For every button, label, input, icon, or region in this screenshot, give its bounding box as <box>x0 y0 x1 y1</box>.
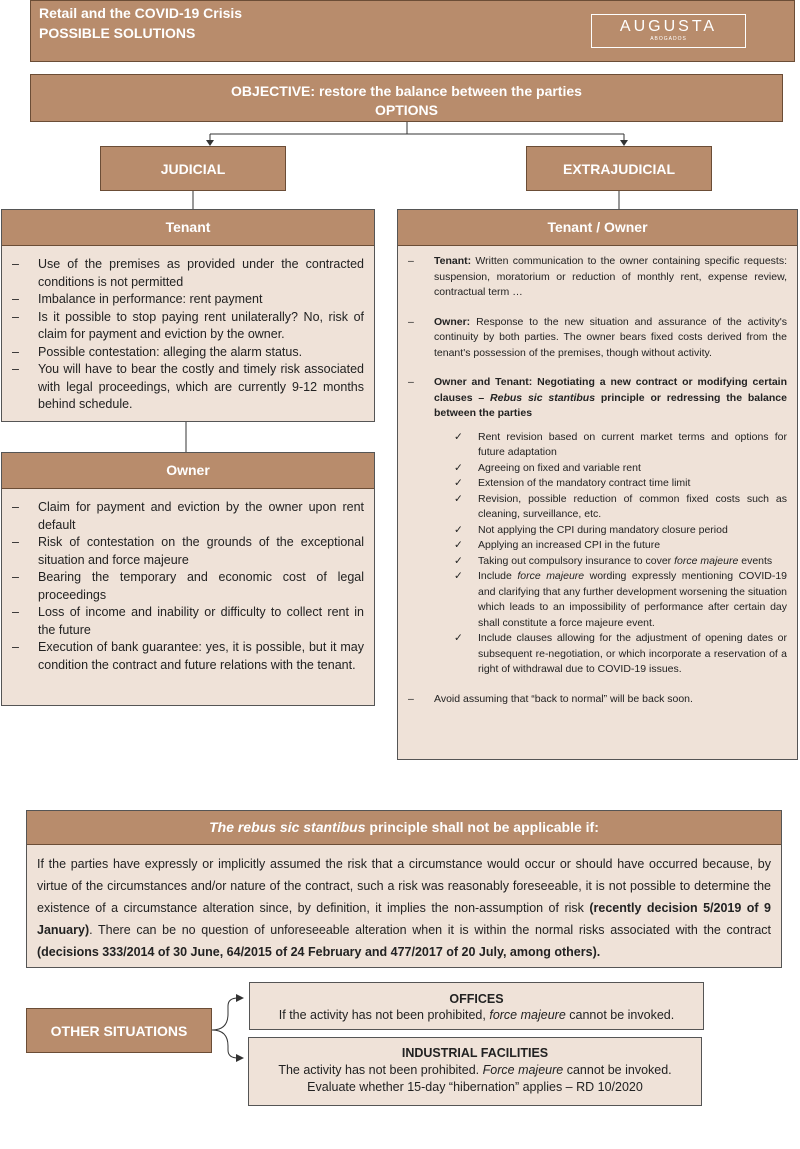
owner-panel <box>1 452 375 706</box>
tenant-label: Tenant: <box>434 255 472 267</box>
rebus-body: If the parties have expressly or implicitly assumed the risk that a circumstance would occur or should have occurred because, by virtue of the circumstances and/or nature of the contract, such a risk was reasonably foreseeable, it is not possible to determine the existence of a circumstance alteration since, by definition, it implies the non-assumption of risk (recently decision 5/2019 of 9 January). There can be no question of unforeseeable alteration when it is within the normal risks associated with the contract (decisions 333/2014 of 30 June, 64/2015 of 24 February and 477/2017 of 20 July, among others). <box>37 857 771 959</box>
tenant-panel-title: Tenant <box>2 210 374 246</box>
owner-tenant-label-end: principle or redressing the balance between the parties <box>434 391 787 419</box>
check-item: ✓ Agreeing on fixed and variable rent <box>398 461 787 477</box>
rebus-label: Rebus sic stantibus <box>490 391 596 404</box>
check-item: ✓ Taking out compulsory insurance to cover force majeure events <box>398 554 787 570</box>
tenant-list <box>2 246 374 414</box>
rebus-box <box>26 810 782 968</box>
check-item: ✓ Extension of the mandatory contract time limit <box>398 476 787 492</box>
industrial-hibernation: Evaluate whether 15-day “hibernation” applies – RD 10/2020 <box>307 1080 643 1094</box>
objective-text: OBJECTIVE: restore the balance between the parties <box>231 83 582 99</box>
check-item: ✓ Rent revision based on current market terms and options for future adaptation <box>398 430 787 461</box>
owner-list <box>2 489 374 674</box>
list-item: – Risk of contestation on the grounds of the exceptional situation and force majeure <box>2 534 364 569</box>
header-banner <box>30 0 795 62</box>
list-item: – Bearing the temporary and economic cost of legal proceedings <box>2 569 364 604</box>
list-item: – You will have to bear the costly and timely risk associated with legal proceedings, which are currently 9-12 months behind schedule. <box>2 361 364 414</box>
augusta-logo <box>591 14 746 48</box>
industrial-box <box>248 1037 702 1106</box>
rebus-title-italic: The rebus sic stantibus <box>209 819 366 835</box>
tenant-owner-panel <box>397 209 798 760</box>
rebus-title-rest: principle shall not be applicable if: <box>369 819 599 835</box>
check-item: ✓ Not applying the CPI during mandatory closure period <box>398 523 787 539</box>
header-title: Retail and the COVID-19 Crisis <box>39 5 243 21</box>
list-item: – Execution of bank guarantee: yes, it is possible, but it may condition the contract and future relations with the tenant. <box>2 639 364 674</box>
header-subtitle: POSSIBLE SOLUTIONS <box>39 25 196 41</box>
list-item: – Imbalance in performance: rent payment <box>2 291 364 309</box>
industrial-title: INDUSTRIAL FACILITIES <box>401 1046 549 1060</box>
list-item: – Use of the premises as provided under the contracted conditions is not permitted <box>2 256 364 291</box>
options-text: OPTIONS <box>374 102 438 118</box>
list-item: – Claim for payment and eviction by the owner upon rent default <box>2 499 364 534</box>
owner-panel-title: Owner <box>2 453 374 489</box>
check-item: ✓ Include force majeure wording expressly mentioning COVID-19 and clarifying that any further development worsening the situation which leads to an impossibility of performance after certain day shall constitute a force majeure event. <box>398 569 787 631</box>
list-item <box>398 315 787 362</box>
objective-box <box>30 74 783 122</box>
check-item: ✓ Applying an increased CPI in the future <box>398 538 787 554</box>
tenant-text: Written communication to the owner containing specific requests: suspension, moratorium or reduction of monthly rent, expense review, contractual term … <box>434 255 788 298</box>
list-item: – Possible contestation: alleging the alarm status. <box>2 344 364 362</box>
owner-tenant-label: Owner and Tenant: Negotiating a new contract or modifying certain clauses – <box>434 376 787 404</box>
check-list <box>398 430 787 678</box>
owner-label: Owner: <box>434 315 471 328</box>
logo-main-text: AUGUSTA <box>619 18 718 35</box>
check-item: ✓ Include clauses allowing for the adjustment of opening dates or subsequent re-negotiation, or which incorporate a reservation of a right of withdrawal due to COVID-19 issues. <box>398 631 787 678</box>
tenant-owner-list <box>398 246 797 707</box>
list-item: – Avoid assuming that “back to normal” will be back soon. <box>398 692 787 708</box>
logo-sub-text: ABOGADOS <box>650 36 687 42</box>
offices-text: If the activity has not been prohibited, force majeure cannot be invoked. <box>278 1008 675 1022</box>
tenant-panel <box>1 209 375 422</box>
list-item: – Loss of income and inability or difficulty to collect rent in the future <box>2 604 364 639</box>
other-situations-box: OTHER SITUATIONS <box>26 1008 212 1053</box>
tenant-owner-panel-title: Tenant / Owner <box>398 210 797 246</box>
offices-box <box>249 982 704 1030</box>
list-item <box>398 375 787 678</box>
rebus-title <box>27 811 781 845</box>
extrajudicial-box: EXTRAJUDICIAL <box>526 146 712 191</box>
list-item: – Is it possible to stop paying rent unilaterally? No, risk of claim for payment and eviction by the owner. <box>2 309 364 344</box>
check-item: ✓ Revision, possible reduction of common fixed costs such as cleaning, surveillance, etc. <box>398 492 787 523</box>
list-item <box>398 254 787 301</box>
industrial-text: The activity has not been prohibited. Force majeure cannot be invoked. <box>278 1063 672 1077</box>
owner-text: Response to the new situation and assurance of the activity's continuity by both parties. The owner bears fixed costs derived from the tenant's possession of the premises, though without activity. <box>434 315 788 359</box>
judicial-box: JUDICIAL <box>100 146 286 191</box>
offices-title: OFFICES <box>449 992 504 1006</box>
